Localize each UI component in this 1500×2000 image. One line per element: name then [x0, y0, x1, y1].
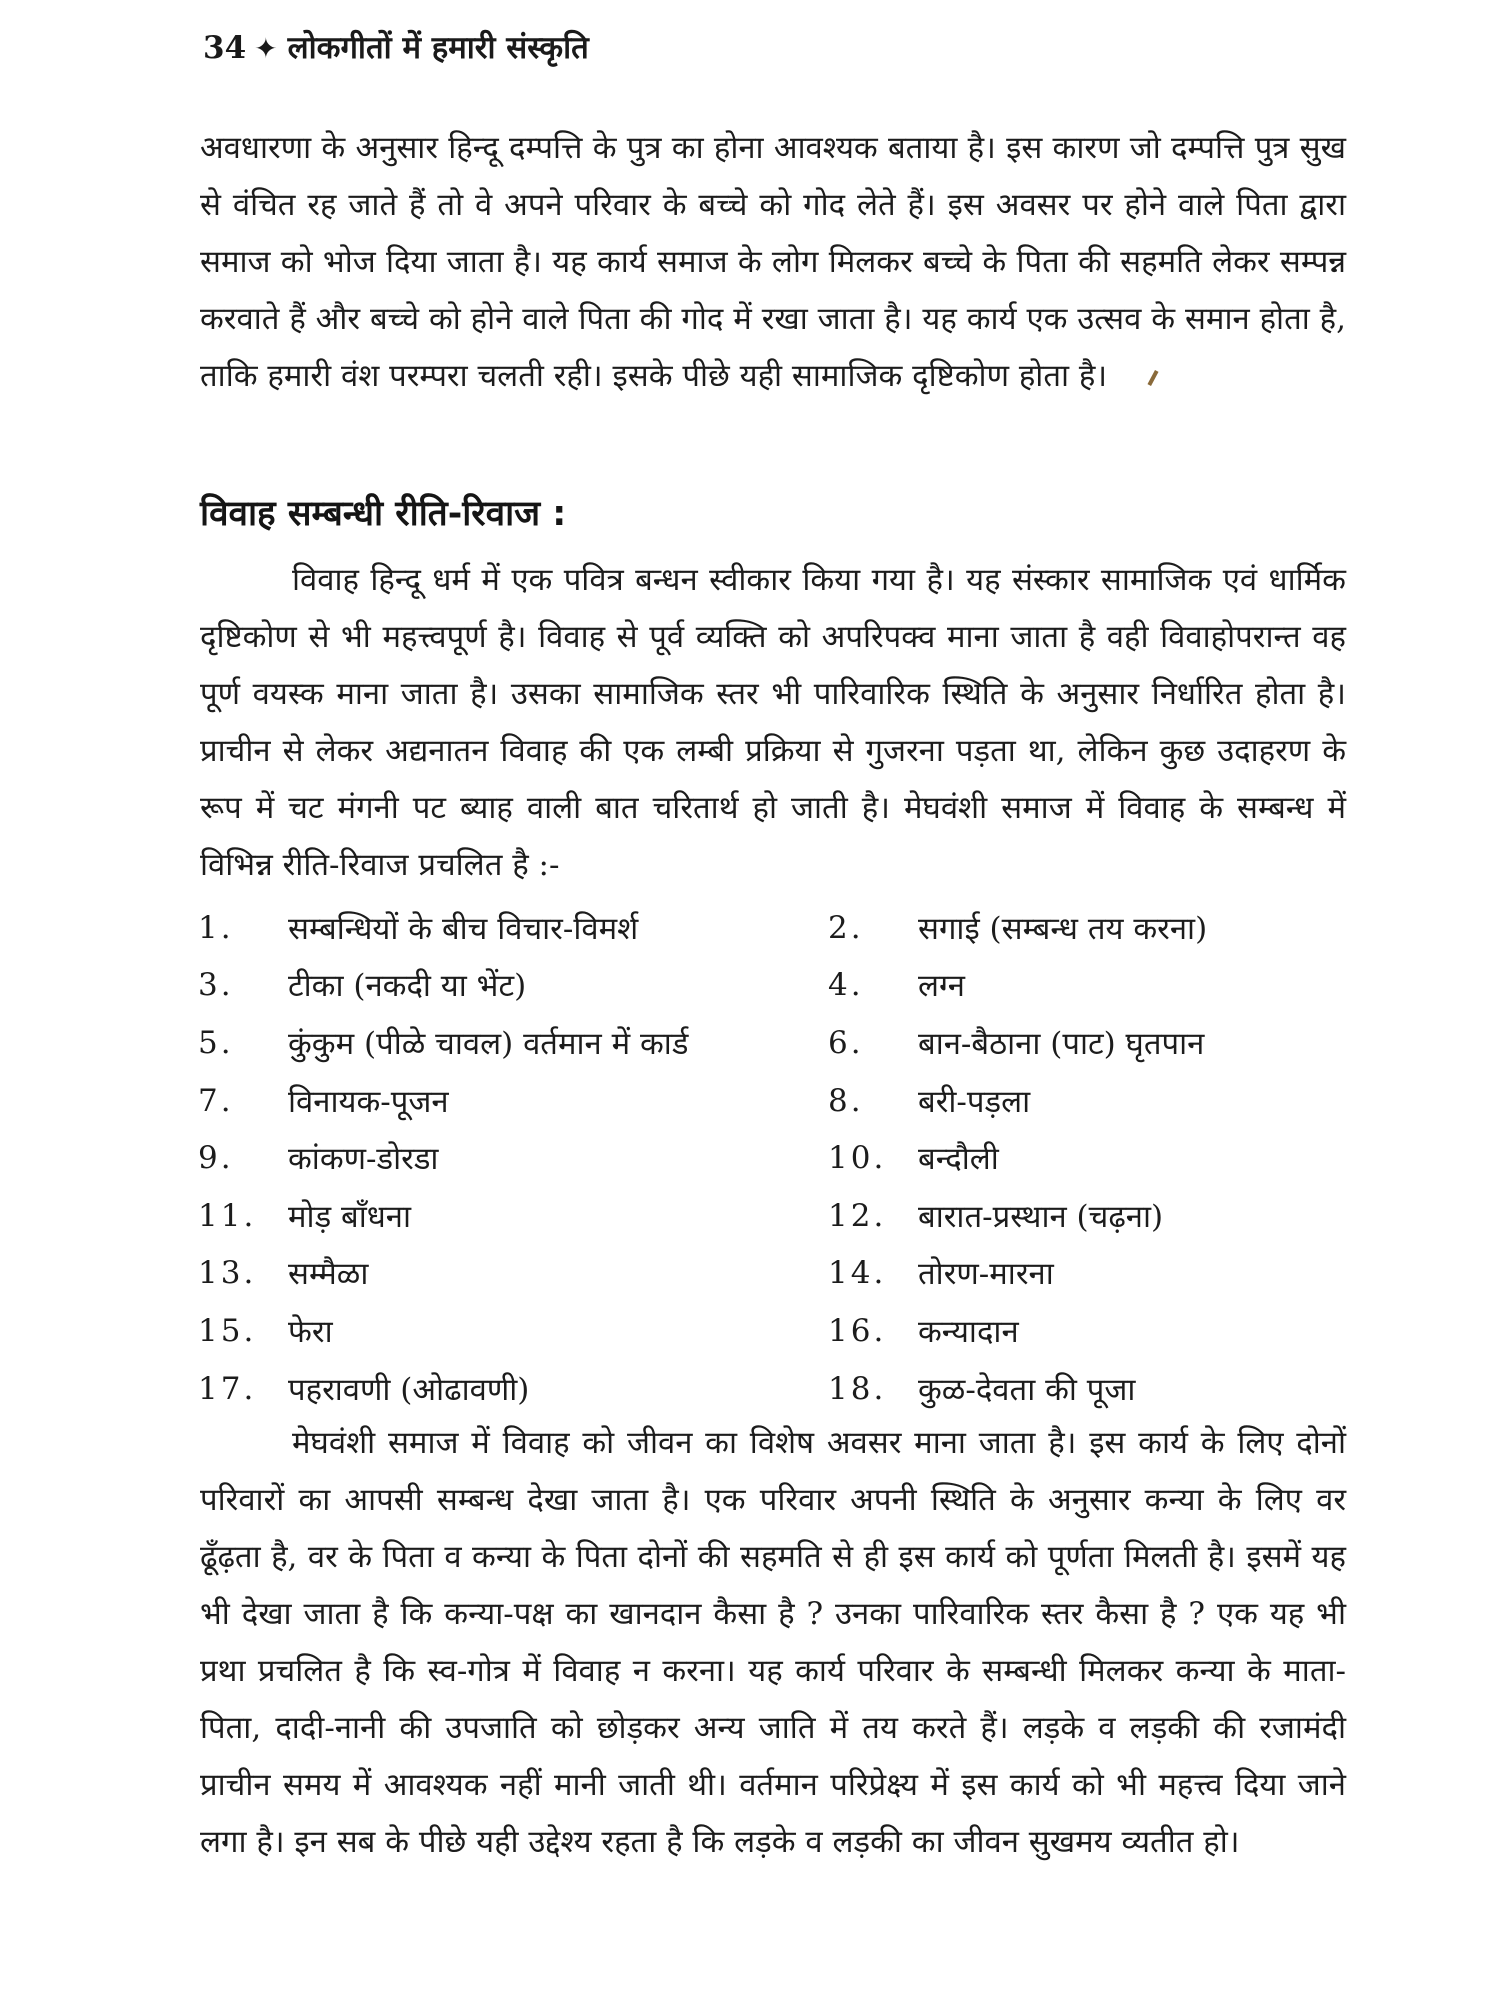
list-item-number: 6. [828, 1024, 864, 1061]
list-item [828, 1014, 1348, 1072]
list-item [198, 1302, 828, 1360]
list-item [198, 899, 828, 957]
list-item-text: बारात-प्रस्थान (चढ़ना) [918, 1198, 1164, 1235]
list-item [198, 1014, 828, 1072]
list-item [828, 957, 1348, 1015]
list-item-number: 16. [828, 1312, 887, 1349]
list-item-number: 8. [828, 1082, 864, 1119]
list-item-number: 10. [828, 1140, 887, 1177]
list-item-text: कुळ-देवता की पूजा [918, 1371, 1136, 1408]
list-item [828, 1302, 1348, 1360]
book-title: लोकगीतों में हमारी संस्कृति [287, 30, 589, 66]
list-item [198, 1187, 828, 1245]
list-item-number: 1. [198, 909, 234, 946]
list-item-number: 17. [198, 1370, 257, 1407]
paragraph-marriage-intro: विवाह हिन्दू धर्म में एक पवित्र बन्धन स्वीकार किया गया है। यह संस्कार सामाजिक एवं धार्मिक दृष्टिकोण से भी महत्त्वपूर्ण है। विवाह से पूर्व व्यक्ति को अपरिपक्व माना जाता है वही विवाहोपरान्त वह पूर्ण वयस्क माना जाता है। उसका सामाजिक स्तर भी पारिवारिक स्थिति के अनुसार निर्धारित होता है। प्राचीन से लेकर अद्यनातन विवाह की एक लम्बी प्रक्रिया से गुजरना पड़ता था, लेकिन कुछ उदाहरण के रूप में चट मंगनी पट ब्याह वाली बात चरितार्थ हो जाती है। मेघवंशी समाज में विवाह के सम्बन्ध में विभिन्न रीति-रिवाज प्रचलित है :- [200, 562, 1346, 883]
paragraph-adoption-text: अवधारणा के अनुसार हिन्दू दम्पत्ति के पुत्र का होना आवश्यक बताया है। इस कारण जो दम्पत्ति पुत्र सुख से वंचित रह जाते हैं तो वे अपने परिवार के बच्चे को गोद लेते हैं। इस अवसर पर होने वाले पिता द्वारा समाज को भोज दिया जाता है। यह कार्य समाज के लोग मिलकर बच्चे के पिता की सहमति लेकर सम्पन्न करवाते हैं और बच्चे को होने वाले पिता की गोद में रखा जाता है। यह कार्य एक उत्सव के समान होता है, ताकि हमारी वंश परम्परा चलती रही। इसके पीछे यही सामाजिक दृष्टिकोण होता है। [200, 130, 1346, 394]
list-item [828, 1129, 1348, 1187]
list-item-number: 18. [828, 1370, 887, 1407]
list-item [198, 957, 828, 1015]
list-item-text: बरी-पड़ला [918, 1083, 1031, 1120]
list-item-number: 3. [198, 967, 234, 1004]
list-item-text: विनायक-पूजन [288, 1083, 449, 1120]
list-item [828, 899, 1348, 957]
list-item-text: सगाई (सम्बन्ध तय करना) [918, 910, 1208, 947]
list-item-number: 14. [828, 1255, 887, 1292]
list-item-text: मोड़ बाँधना [288, 1198, 412, 1235]
paragraph-adoption [200, 120, 1346, 462]
list-item-text: कुंकुम (पीळे चावल) वर्तमान में कार्ड [288, 1025, 689, 1062]
star-ornament-icon: ✦ [254, 32, 278, 65]
list-item [198, 1360, 828, 1418]
list-item-number: 12. [828, 1197, 887, 1234]
list-item-text: कन्यादान [918, 1313, 1019, 1350]
paragraph-marriage-customs: मेघवंशी समाज में विवाह को जीवन का विशेष अवसर माना जाता है। इस कार्य के लिए दोनों परिवारों का आपसी सम्बन्ध देखा जाता है। एक परिवार अपनी स्थिति के अनुसार कन्या के लिए वर ढूँढ़ता है, वर के पिता व कन्या के पिता दोनों की सहमति से ही इस कार्य को पूर्णता मिलती है। इसमें यह भी देखा जाता है कि कन्या-पक्ष का खानदान कैसा है ? उनका पारिवारिक स्तर कैसा है ? एक यह भी प्रथा प्रचलित है कि स्व-गोत्र में विवाह न करना। यह कार्य परिवार के सम्बन्धी मिलकर कन्या के माता-पिता, दादी-नानी की उपजाति को छोड़कर अन्य जाति में तय करते हैं। लड़के व लड़की की रजामंदी प्राचीन समय में आवश्यक नहीं मानी जाती थी। वर्तमान परिप्रेक्ष्य में इस कार्य को भी महत्त्व दिया जाने लगा है। इन सब के पीछे यही उद्देश्य रहता है कि लड़के व लड़की का जीवन सुखमय व्यतीत हो। [200, 1425, 1346, 1860]
page-number: 34 [203, 30, 247, 66]
list-item-number: 5. [198, 1024, 234, 1061]
list-item [828, 1187, 1348, 1245]
list-item-number: 4. [828, 967, 864, 1004]
list-item-number: 11. [198, 1197, 257, 1234]
list-item-text: पहरावणी (ओढावणी) [288, 1371, 530, 1408]
list-item-text: लग्न [918, 968, 965, 1005]
list-item-text: बन्दौली [918, 1141, 999, 1178]
list-item-text: सम्बन्धियों के बीच विचार-विमर्श [288, 910, 639, 947]
list-item-number: 7. [198, 1082, 234, 1119]
rituals-list [198, 899, 1348, 1419]
list-item-text: तोरण-मारना [918, 1256, 1054, 1293]
pencil-mark-icon [1148, 369, 1159, 385]
list-item [198, 1129, 828, 1187]
list-item [828, 1245, 1348, 1303]
list-item-number: 9. [198, 1140, 234, 1177]
list-item-text: कांकण-डोरडा [288, 1141, 439, 1178]
list-item [828, 1072, 1348, 1130]
list-item [828, 1360, 1348, 1418]
list-item [198, 1072, 828, 1130]
list-item-number: 2. [828, 909, 864, 946]
list-item-text: सम्मैळा [288, 1256, 369, 1293]
list-item [198, 1245, 828, 1303]
list-item-text: फेरा [288, 1313, 333, 1350]
list-item-number: 13. [198, 1255, 257, 1292]
list-item-number: 15. [198, 1312, 257, 1349]
list-item-text: टीका (नकदी या भेंट) [288, 968, 527, 1005]
section-heading: विवाह सम्बन्धी रीति-रिवाज : [200, 494, 567, 534]
list-item-text: बान-बैठाना (पाट) घृतपान [918, 1025, 1205, 1062]
running-header [203, 24, 589, 73]
